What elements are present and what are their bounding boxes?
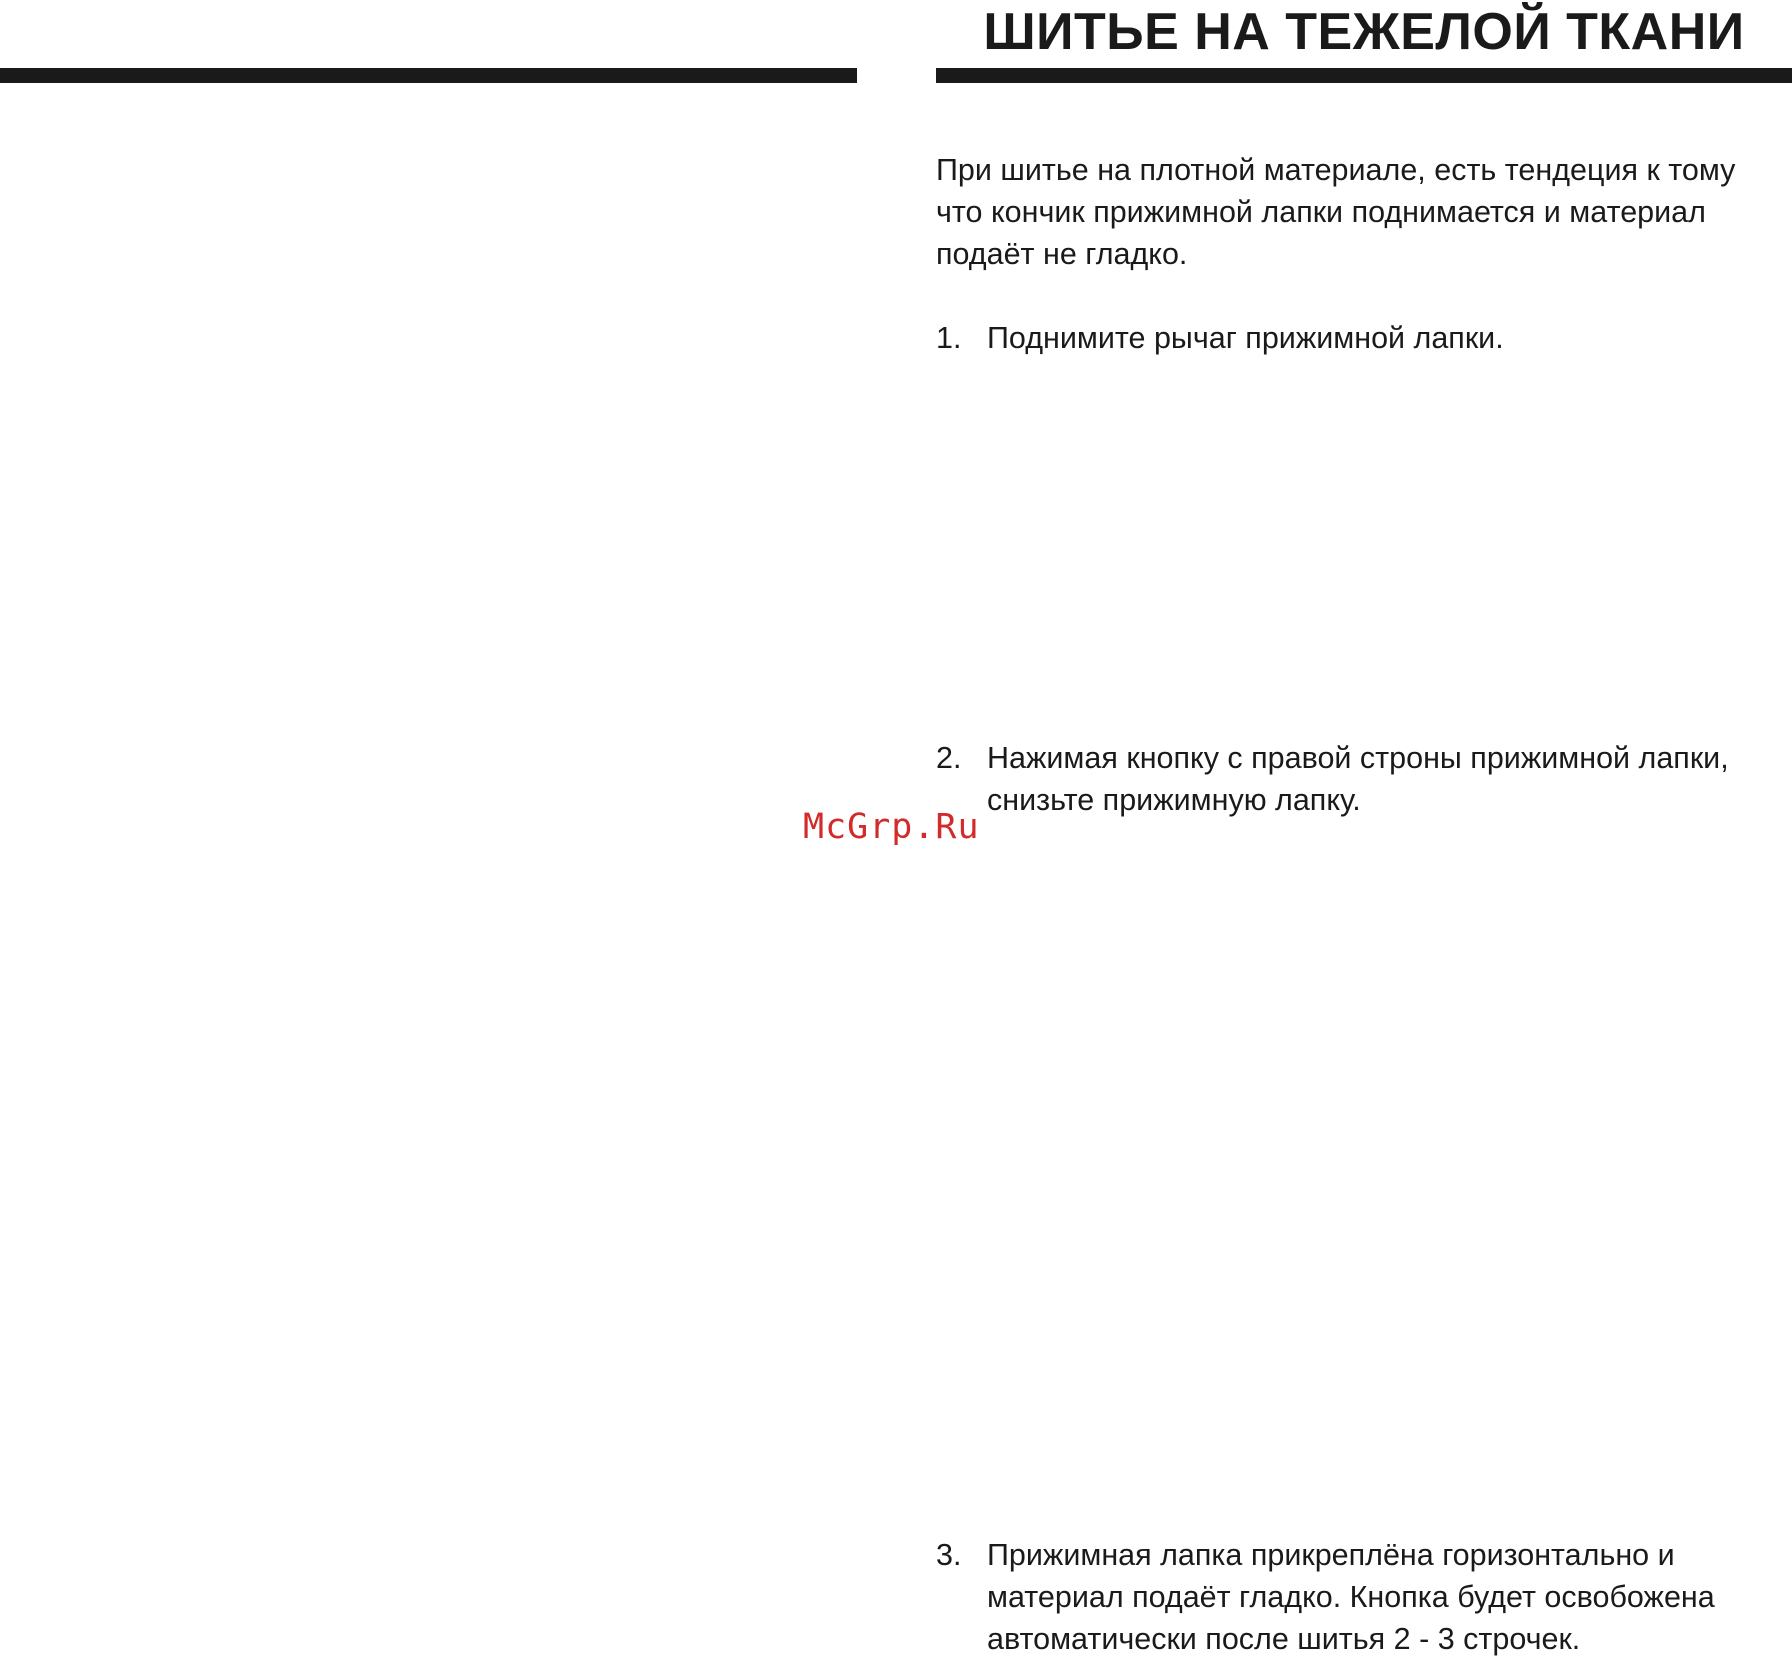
step-text: [987, 1534, 1715, 1660]
step-text: [987, 317, 1504, 359]
header-rule-right: [936, 68, 1792, 83]
step-number: 2.: [936, 741, 962, 775]
step-line: Поднимите рычаг прижимной лапки.: [987, 321, 1504, 355]
step-line: автоматически после шитья 2 - 3 строчек.: [987, 1622, 1581, 1656]
step-line: Нажимая кнопку с правой строны прижимной лапки,: [987, 741, 1729, 775]
page-title: ШИТЬЕ НА ТЕЖЕЛОЙ ТКАНИ: [983, 3, 1745, 61]
watermark: McGrp.Ru: [803, 807, 980, 847]
step-number: 1.: [936, 321, 962, 355]
header-rule-left: [0, 68, 857, 83]
step-number: 3.: [936, 1538, 962, 1572]
intro-line: подаёт не гладко.: [936, 237, 1188, 271]
step-line: Прижимная лапка прикреплёна горизонтально и: [987, 1538, 1675, 1572]
step-text: [987, 737, 1729, 821]
step-line: снизьте прижимную лапку.: [987, 783, 1361, 817]
intro-line: При шитье на плотной материале, есть тендеция к тому: [936, 153, 1736, 187]
intro-line: что кончик прижимной лапки поднимается и материал: [936, 195, 1706, 229]
step-line: материал подаёт гладко. Кнопка будет освобожена: [987, 1580, 1715, 1614]
intro-paragraph: [936, 149, 1792, 275]
